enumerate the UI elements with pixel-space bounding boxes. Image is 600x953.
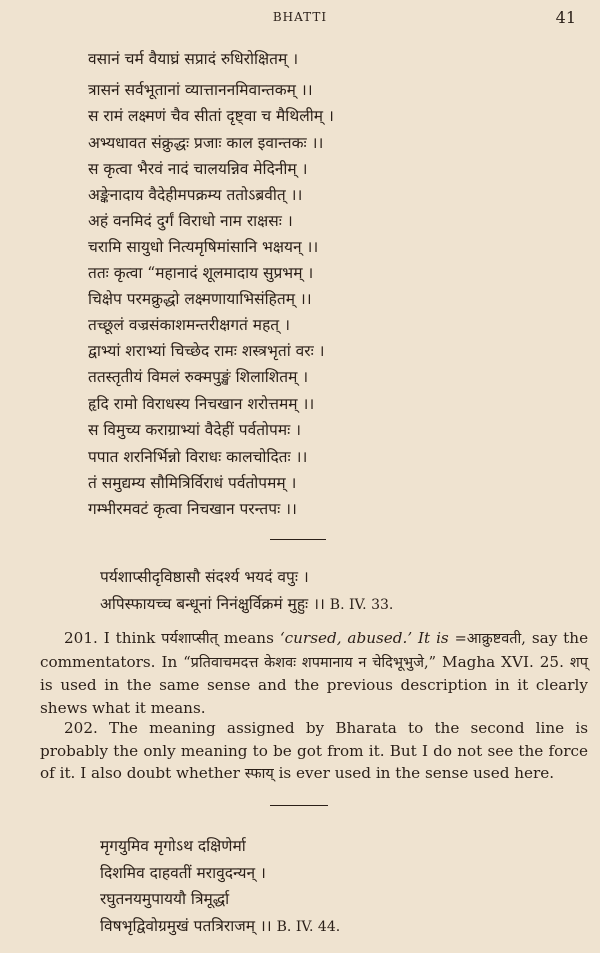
verse-line: चिक्षेप परमक्रुद्धो लक्ष्मणायाभिसंहितम् ।। (88, 290, 312, 308)
verse-line: तं समुद्यम्य सौमित्रिर्विराधं पर्वतोपमम् । (88, 474, 297, 492)
verse-line (100, 597, 393, 613)
sanskrit-quote: “प्रतिवाचमदत्त केशवः शपमानाय न चेदिभूभुजे,” (183, 654, 437, 671)
verse-line: मृगयुमिव मृगोऽथ दक्षिणेर्मा (100, 837, 246, 855)
verse-line: गम्भीरमवटं कृत्वा निचखान परन्तपः ।। (88, 500, 297, 518)
verse-line: स रामं लक्ष्मणं चैव सीतां दृष्ट्वा च मैथिलीम् । (88, 107, 334, 125)
page-number: 41 (555, 8, 576, 27)
verse-line (100, 919, 340, 935)
verse-line: अहं वनमिदं दुर्गं विराधो नाम राक्षसः । (88, 212, 293, 230)
verse-line: हृदि रामो विराधस्य निचखान शरोत्तमम् ।। (88, 395, 315, 413)
note-text: say the commentators. In (40, 629, 589, 671)
verse-line: दिशमिव दाहवतीं मरावुदन्यन् । (100, 864, 266, 882)
note-201 (40, 627, 588, 719)
note-text: is ever used in the sense used here. (278, 764, 555, 782)
sanskrit-term: पर्यशाप्सीत् (161, 631, 218, 647)
note-italic-text: ‘cursed, abused.’ It is (279, 629, 449, 647)
sanskrit-term: =आक्रुष्टवती, (454, 631, 526, 647)
verse-line: रघुतनयमुपाययौ त्रिमूर्द्धा (100, 890, 230, 908)
note-text: 202. The meaning assigned by Bharata to the second line is probably the only meaning to be got from it. But I do not see the force of it. I also doubt whether (40, 719, 588, 782)
verse-line: ततः कृत्वा “महानादं शूलमादाय सुप्रभम् । (88, 264, 314, 282)
verse-line: तच्छूलं वज्रसंकाशमन्तरीक्षगतं महत् । (88, 316, 290, 334)
note-text: means (223, 629, 274, 647)
verse-line: पपात शरनिर्भिन्नो विराधः कालचोदितः ।। (88, 448, 308, 466)
sanskrit-term: शप् (569, 654, 588, 671)
verse-line: स कृत्वा भैरवं नादं चालयन्निव मेदिनीम् । (88, 160, 308, 178)
verse-reference: B. IV. 44. (276, 919, 341, 935)
section-divider (270, 805, 328, 806)
note-text: Magha XVI. 25. (442, 652, 564, 671)
running-header: BHATTI (272, 10, 328, 24)
verse-line: वसानं चर्म वैयाघ्रं सप्रादं रुधिरोक्षितम् । (88, 50, 299, 68)
verse-line: अङ्केनादाय वैदेहीमपक्रम्य ततोऽब्रवीत् ।। (88, 186, 303, 204)
verse-text: विषभृद्विवोग्रमुखं पतत्रिराजम् ।। (100, 917, 272, 935)
verse-text: अपिस्फायच्च बन्धूनां निनंक्षुर्विक्रमं मुहुः ।। (100, 595, 325, 613)
verse-line: पर्यशाप्सीदृविष्ठासौ संदर्श्य भयदं वपुः । (100, 568, 309, 586)
verse-line: ततस्तृतीयं विमलं रुक्मपुङ्खं शिलाशितम् । (88, 368, 309, 386)
sanskrit-term: स्फाय् (244, 766, 274, 782)
note-202 (40, 717, 588, 786)
verse-reference: B. IV. 33. (329, 597, 394, 613)
verse-line: अभ्यधावत संक्रुद्धः प्रजाः काल इवान्तकः ।। (88, 134, 324, 152)
verse-line: चरामि सायुधो नित्यमृषिमांसानि भक्षयन् ।। (88, 238, 319, 256)
note-text: 201. I think (64, 629, 156, 647)
note-text: is used in the same sense and the previous description in it clearly shews what it means. (40, 676, 588, 717)
verse-line: त्रासनं सर्वभूतानां व्यात्ताननमिवान्तकम् ।। (88, 81, 313, 99)
verse-line: द्वाभ्यां शराभ्यां चिच्छेद रामः शस्त्रभृतां वरः । (88, 342, 325, 360)
section-divider (270, 539, 326, 540)
verse-line: स विमुच्य कराग्राभ्यां वैदेहीं पर्वतोपमः । (88, 421, 302, 439)
